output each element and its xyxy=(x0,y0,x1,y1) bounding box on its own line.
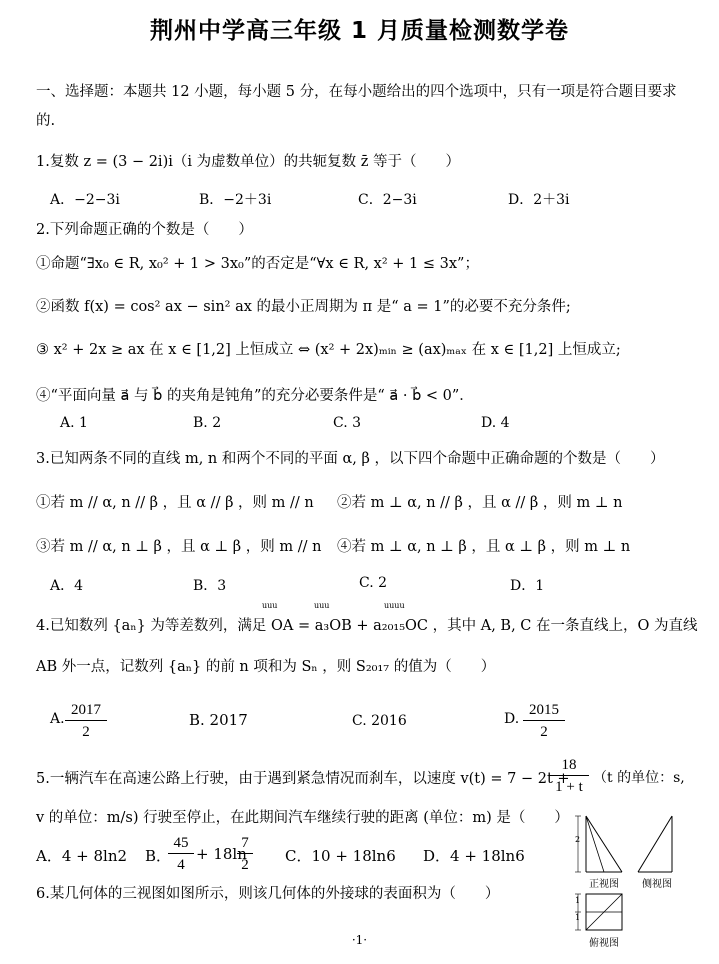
q5-option-b-fraction-2 xyxy=(237,833,253,876)
q4-option-d-label: D. xyxy=(504,711,520,727)
q2-statement-4: ④“平面向量 a⃗ 与 b⃗ 的夹角是钝角”的充分必要条件是“ a⃗ · b⃗ < 0”． xyxy=(36,388,474,404)
front-view-dimension-2: 2 xyxy=(575,835,581,844)
q2-option-a: A. 1 xyxy=(60,415,88,431)
q3-statement-1: ①若 m // α, n // β ，且 α // β ，则 m // n xyxy=(36,495,314,511)
q2-statement-3: ③ x² + 2x ≥ ax 在 x ∈ [1,2] 上恒成立 ⇔ (x² + 2x)ₘᵢₙ ≥ (ax)ₘₐₓ 在 x ∈ [1,2] 上恒成立; xyxy=(36,342,621,358)
q5-option-b-fraction-1 xyxy=(168,833,194,876)
q4-option-d-denominator: 2 xyxy=(540,724,548,740)
q1-option-b: B．−2＋3i xyxy=(199,192,272,208)
q5-option-c: C．10 + 18ln6 xyxy=(285,847,396,865)
q2-option-c: C. 3 xyxy=(333,415,362,431)
q4-line-1: 4.已知数列 {aₙ} 为等差数列，满足 OA = a₃OB + a₂₀₁₅OC ，其中 A, B, C 在一条直线上，O 为直线 xyxy=(36,618,698,634)
q2-statement-2: ②函数 f(x) = cos² ax − sin² ax 的最小正周期为 π 是“ a = 1”的必要不充分条件; xyxy=(36,299,571,315)
section-instructions-line2: 的. xyxy=(36,113,56,129)
side-view-drawing xyxy=(638,816,672,872)
q3-option-d: D．1 xyxy=(510,578,545,594)
section-instructions-line1: 一、选择题：本题共 12 小题，每小题 5 分，在每小题给出的四个选项中，只有一项是符合题目要求 xyxy=(36,84,677,100)
q3-statement-2: ②若 m ⊥ α, n // β ，且 α // β ，则 m ⊥ n xyxy=(337,495,623,511)
q5-option-b-label: B． xyxy=(145,847,172,865)
q5-option-a: A．4 + 8ln2 xyxy=(36,847,128,865)
q3-option-b: B．3 xyxy=(193,578,227,594)
q4-option-c: C. 2016 xyxy=(352,713,407,729)
top-view-dimension-1a: 1 xyxy=(575,896,581,905)
q1-option-d: D．2＋3i xyxy=(508,192,570,208)
q4-vector-mark-ob: uuu xyxy=(314,601,330,610)
q1-option-c: C．2−3i xyxy=(358,192,417,208)
q4-vector-mark-oa: uuu xyxy=(262,601,278,610)
q4-option-d-numerator: 2015 xyxy=(523,700,565,721)
q5-option-d: D．4 + 18ln6 xyxy=(423,847,525,865)
page-number: ·1· xyxy=(351,933,368,947)
q3-stem: 3.已知两条不同的直线 m, n 和两个不同的平面 α, β ，以下四个命题中正确命题的个数是（ ） xyxy=(36,451,665,467)
q1-option-a: A．−2−3i xyxy=(50,192,120,208)
q5-option-b-denominator-2: 2 xyxy=(241,857,249,873)
q4-option-a-denominator: 2 xyxy=(82,724,90,740)
q3-statement-4: ④若 m ⊥ α, n ⊥ β ，且 α ⊥ β ，则 m ⊥ n xyxy=(337,539,631,555)
top-view-drawing xyxy=(575,894,622,930)
q4-line-2: AB 外一点，记数列 {aₙ} 的前 n 项和为 Sₙ ，则 S₂₀₁₇ 的值为（ ） xyxy=(36,659,496,675)
front-view-drawing xyxy=(575,816,622,872)
top-view-dimension-1b: 1 xyxy=(575,913,581,922)
q2-stem: 2.下列命题正确的个数是（ ） xyxy=(36,222,253,238)
side-view-label: 侧视图 xyxy=(642,879,672,890)
q5-option-b-denominator-1: 4 xyxy=(177,857,185,873)
front-view-label: 正视图 xyxy=(589,879,619,890)
q5-line-1a: 5.一辆汽车在高速公路上行驶，由于遇到紧急情况而刹车，以速度 v(t) = 7 − 2t + xyxy=(36,771,570,787)
q2-option-b: B. 2 xyxy=(193,415,222,431)
q6-stem: 6.某几何体的三视图如图所示，则该几何体的外接球的表面积为（ ） xyxy=(36,886,500,902)
q5-velocity-fraction xyxy=(549,755,589,798)
q4-vector-mark-oc: uuuu xyxy=(384,601,405,610)
q4-option-a-numerator: 2017 xyxy=(65,700,107,721)
q4-option-b: B. 2017 xyxy=(189,711,248,729)
q5-line-2: v 的单位：m/s) 行驶至停止，在此期间汽车继续行驶的距离 (单位：m) 是（ ） xyxy=(36,810,569,826)
q5-line-1b: （t 的单位：s, xyxy=(593,770,685,786)
q3-statement-3: ③若 m // α, n ⊥ β ，且 α ⊥ β ，则 m // n xyxy=(36,539,322,555)
q5-fraction-denominator: 1 + t xyxy=(555,779,583,795)
q3-option-c: C. 2 xyxy=(359,575,388,591)
q3-option-a: A．4 xyxy=(50,578,84,594)
q2-option-d: D. 4 xyxy=(481,415,510,431)
q4-option-d-fraction xyxy=(523,700,565,743)
q5-option-b-numerator-2: 7 xyxy=(237,833,253,854)
exam-title: 荆州中学高三年级 1 月质量检测数学卷 xyxy=(149,18,570,44)
q5-option-b-mid: + 18ln xyxy=(196,845,247,863)
top-view-label: 俯视图 xyxy=(589,938,619,949)
q2-statement-1: ①命题“∃x₀ ∈ R, x₀² + 1 > 3x₀”的否定是“∀x ∈ R, x² + 1 ≤ 3x”； xyxy=(36,256,479,272)
q4-option-a-fraction xyxy=(65,700,107,743)
q1-stem: 1.复数 z = (3 − 2i)i（i 为虚数单位）的共轭复数 z̄ 等于（ ） xyxy=(36,154,460,170)
q4-option-a-label: A. xyxy=(50,711,65,727)
q5-option-b-numerator-1: 45 xyxy=(168,833,194,854)
q5-fraction-numerator: 18 xyxy=(549,755,589,776)
